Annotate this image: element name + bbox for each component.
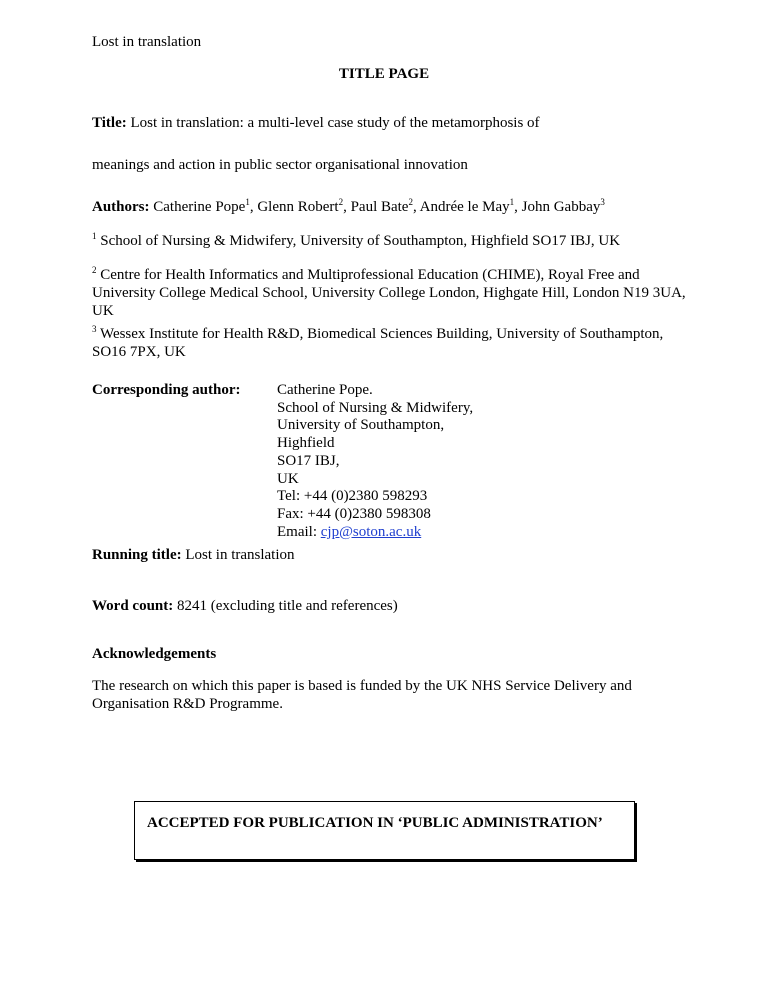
authors-line (92, 199, 605, 216)
author: John Gabbay$^3$ (521, 197, 605, 215)
authors-label: Authors: (92, 199, 150, 215)
affiliation-1: $^1$ School of Nursing & Midwifery, University of Southampton, Highfield SO17 IBJ, UK (92, 231, 621, 249)
email-link[interactable]: cjp@soton.ac.uk (320, 523, 422, 540)
publication-status-text: ACCEPTED FOR PUBLICATION IN ‘PUBLIC ADMINISTRATION’ (147, 815, 603, 831)
author: Glenn Robert$^2$, (257, 197, 351, 215)
author: Andrée le May$^1$, (419, 197, 522, 215)
title-line-1 (92, 115, 540, 132)
running-head: Lost in translation (92, 34, 202, 50)
publication-status-box (134, 801, 635, 860)
corresponding-author-address: Catherine Pope. School of Nursing & Midwifery, University of Southampton, Highfield SO17 IBJ, UK Tel: +44 (0)2380 598293 Fax: +44 (0)2380 598308 Email: cjp@soton.ac.uk (277, 382, 474, 540)
page-heading: TITLE PAGE (338, 66, 430, 82)
title-label: Title: (92, 115, 127, 131)
acknowledgements-body: The research on which this paper is based is funded by the UK NHS Service Delivery and Organisation R&D Programme. (92, 678, 632, 712)
corresponding-author-label: Corresponding author: (92, 382, 241, 398)
running-title: Running title: Lost in translation (92, 547, 295, 563)
acknowledgements-heading: Acknowledgements (92, 646, 217, 662)
title-line-2: meanings and action in public sector organisational innovation (92, 157, 468, 173)
word-count: Word count: 8241 (excluding title and references) (92, 598, 398, 614)
author: Catherine Pope$^1$, (153, 197, 258, 215)
title-text-1: Lost in translation: a multi-level case study of the metamorphosis of (130, 115, 540, 131)
affiliation-2: $^2$ Centre for Health Informatics and Multiprofessional Education (CHIME), Royal Free and University College Medical School, University College London, Highgate Hill, London N19 3UA, UK (92, 265, 686, 319)
author: Paul Bate$^2$, (350, 197, 420, 215)
affiliation-3: $^3$ Wessex Institute for Health R&D, Biomedical Sciences Building, University of Southampton, SO16 7PX, UK (92, 324, 664, 360)
